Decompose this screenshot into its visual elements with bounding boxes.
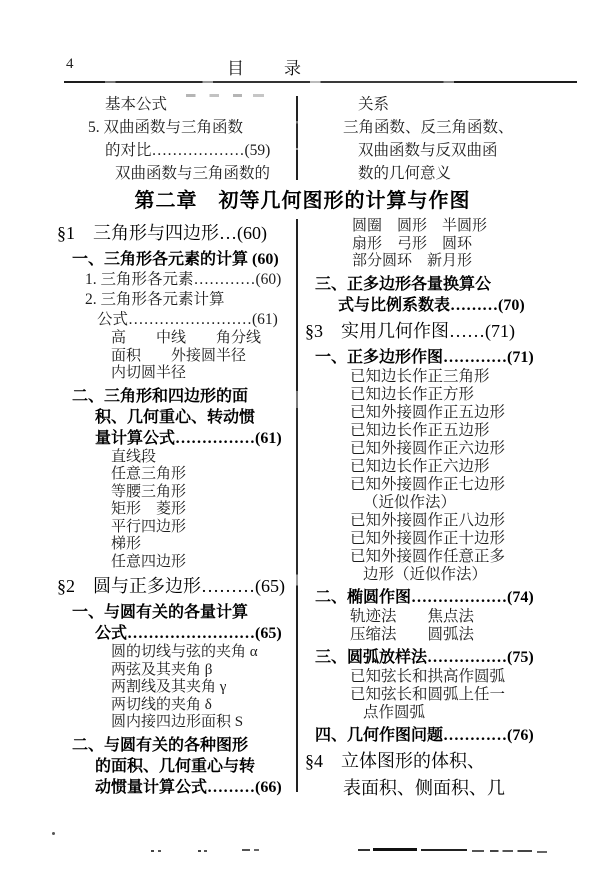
toc-line: 双曲函数与反双曲函 xyxy=(358,142,498,159)
toc-line: 三、正多边形各量换算公 xyxy=(315,275,492,293)
page-number: 4 xyxy=(66,56,74,72)
scan-noise-dash xyxy=(421,849,467,851)
toc-line: 的面积、几何重心与转 xyxy=(95,757,256,775)
toc-line: 面积 外接圆半径 xyxy=(111,347,247,364)
toc-column-left xyxy=(55,218,297,798)
chapter-heading: 第二章 初等几何图形的计算与作图 xyxy=(134,190,471,212)
toc-line: 圆圈 圆形 半圆形 xyxy=(352,218,488,234)
toc-line: 二、三角形和四边形的面 xyxy=(72,387,249,405)
toc-line: 三、圆弧放样法……………(75) xyxy=(315,648,534,666)
toc-line: 轨迹法 焦点法 xyxy=(350,607,475,625)
toc-line: 公式……………………(61) xyxy=(97,311,278,328)
toc-line: 压缩法 圆弧法 xyxy=(350,625,475,643)
toc-line: §2 圆与正多边形………(65) xyxy=(57,576,285,596)
toc-line: 已知外接圆作正七边形 xyxy=(350,475,506,493)
toc-line: 已知外接圆作正十边形 xyxy=(350,529,506,547)
toc-line: 矩形 菱形 xyxy=(111,501,187,517)
toc-line: §3 实用几何作图……(71) xyxy=(305,320,515,341)
scan-noise-dash xyxy=(242,849,250,851)
toc-line: 已知边长作正六边形 xyxy=(350,457,490,475)
scan-noise-dash xyxy=(490,850,532,852)
toc-line: §4 立体图形的体积、 xyxy=(305,750,485,771)
toc-line: 两切线的夹角 δ xyxy=(111,696,212,713)
toc-line: 点作圆弧 xyxy=(363,703,426,721)
scan-noise-dot xyxy=(52,832,55,835)
toc-line: 三角函数、反三角函数、 xyxy=(343,119,514,136)
scan-noise-dash xyxy=(358,849,370,851)
scan-noise-dot xyxy=(158,850,161,852)
toc-line: 部分圆环 新月形 xyxy=(352,253,473,269)
scan-noise-dot xyxy=(198,850,201,852)
toc-line: 内切圆半径 xyxy=(111,365,187,381)
toc-line: 1. 三角形各元素…………(60) xyxy=(85,271,282,288)
running-head xyxy=(0,54,605,76)
toc-line: 任意四边形 xyxy=(111,553,187,570)
toc-line: 任意三角形 xyxy=(111,466,187,482)
toc-line: （近似作法） xyxy=(363,493,457,511)
toc-line: 已知弦长和拱高作圆弧 xyxy=(350,667,506,685)
toc-line: 已知外接圆作正六边形 xyxy=(350,439,506,457)
toc-line: 式与比例系数表………(70) xyxy=(338,296,525,314)
toc-line: 已知外接圆作任意正多 xyxy=(350,547,506,565)
toc-line: 圆的切线与弦的夹角 α xyxy=(111,644,258,660)
toc-line: 已知边长作正三角形 xyxy=(350,367,490,385)
toc-line: 二、与圆有关的各种图形 xyxy=(72,736,249,754)
toc-line: 梯形 xyxy=(111,536,142,552)
toc-line: 扇形 弓形 圆环 xyxy=(352,235,473,252)
toc-line: 双曲函数与三角函数的 xyxy=(115,165,271,182)
toc-line: 一、三角形各元素的计算 (60) xyxy=(72,251,279,268)
header-rule xyxy=(64,81,577,83)
toc-line: 四、几何作图问题…………(76) xyxy=(315,726,534,744)
toc-line: 已知边长作正方形 xyxy=(350,385,475,403)
toc-line: 一、正多边形作图…………(71) xyxy=(315,348,534,366)
toc-line: 高 中线 角分线 xyxy=(111,330,262,346)
toc-line: 两弦及其夹角 β xyxy=(111,661,213,678)
scan-noise-dash xyxy=(254,849,259,851)
toc-carryover-left xyxy=(55,93,295,185)
column-divider xyxy=(296,219,298,792)
toc-line: 关系 xyxy=(358,96,390,113)
toc-line: 已知外接圆作正八边形 xyxy=(350,511,506,529)
toc-line: 积、几何重心、转动惯 xyxy=(95,408,256,426)
scan-noise-dash xyxy=(472,850,484,852)
toc-line: 的对比………………(59) xyxy=(105,142,271,159)
toc-line: 公式……………………(65) xyxy=(95,625,282,642)
toc-line: 动惯量计算公式………(66) xyxy=(95,778,282,796)
column-divider-top xyxy=(296,96,298,180)
toc-line: 数的几何意义 xyxy=(358,165,452,182)
toc-line: 已知外接圆作正五边形 xyxy=(350,403,506,421)
toc-line: 量计算公式……………(61) xyxy=(95,429,282,447)
toc-line: 表面积、侧面积、几 xyxy=(343,777,505,798)
scan-noise-dot xyxy=(204,850,207,852)
scan-noise-dash xyxy=(373,848,417,851)
toc-line: 已知边长作正五边形 xyxy=(350,421,490,439)
toc-line: 已知弦长和圆弧上任一 xyxy=(350,685,506,703)
toc-line: 基本公式 xyxy=(105,96,168,113)
toc-line: 5. 双曲函数与三角函数 xyxy=(88,119,244,136)
toc-line: §1 三角形与四边形…(60) xyxy=(57,223,267,243)
toc-line: 二、椭圆作图………………(74) xyxy=(315,588,534,606)
toc-line: 直线段 xyxy=(111,448,157,465)
page-header-title: 目 录 xyxy=(227,59,303,78)
toc-line: 平行四边形 xyxy=(111,518,187,535)
toc-line: 边形（近似作法） xyxy=(363,565,488,583)
toc-column-right xyxy=(303,218,583,800)
toc-line: 等腰三角形 xyxy=(111,483,187,500)
toc-carryover-right xyxy=(303,93,578,185)
scan-noise-dot xyxy=(151,850,154,852)
scan-noise-dash xyxy=(537,851,547,853)
toc-line: 2. 三角形各元素计算 xyxy=(85,291,225,308)
toc-line: 一、与圆有关的各量计算 xyxy=(72,604,249,621)
toc-line: 两割线及其夹角 γ xyxy=(111,679,227,695)
toc-line: 圆内接四边形面积 S xyxy=(111,714,244,730)
